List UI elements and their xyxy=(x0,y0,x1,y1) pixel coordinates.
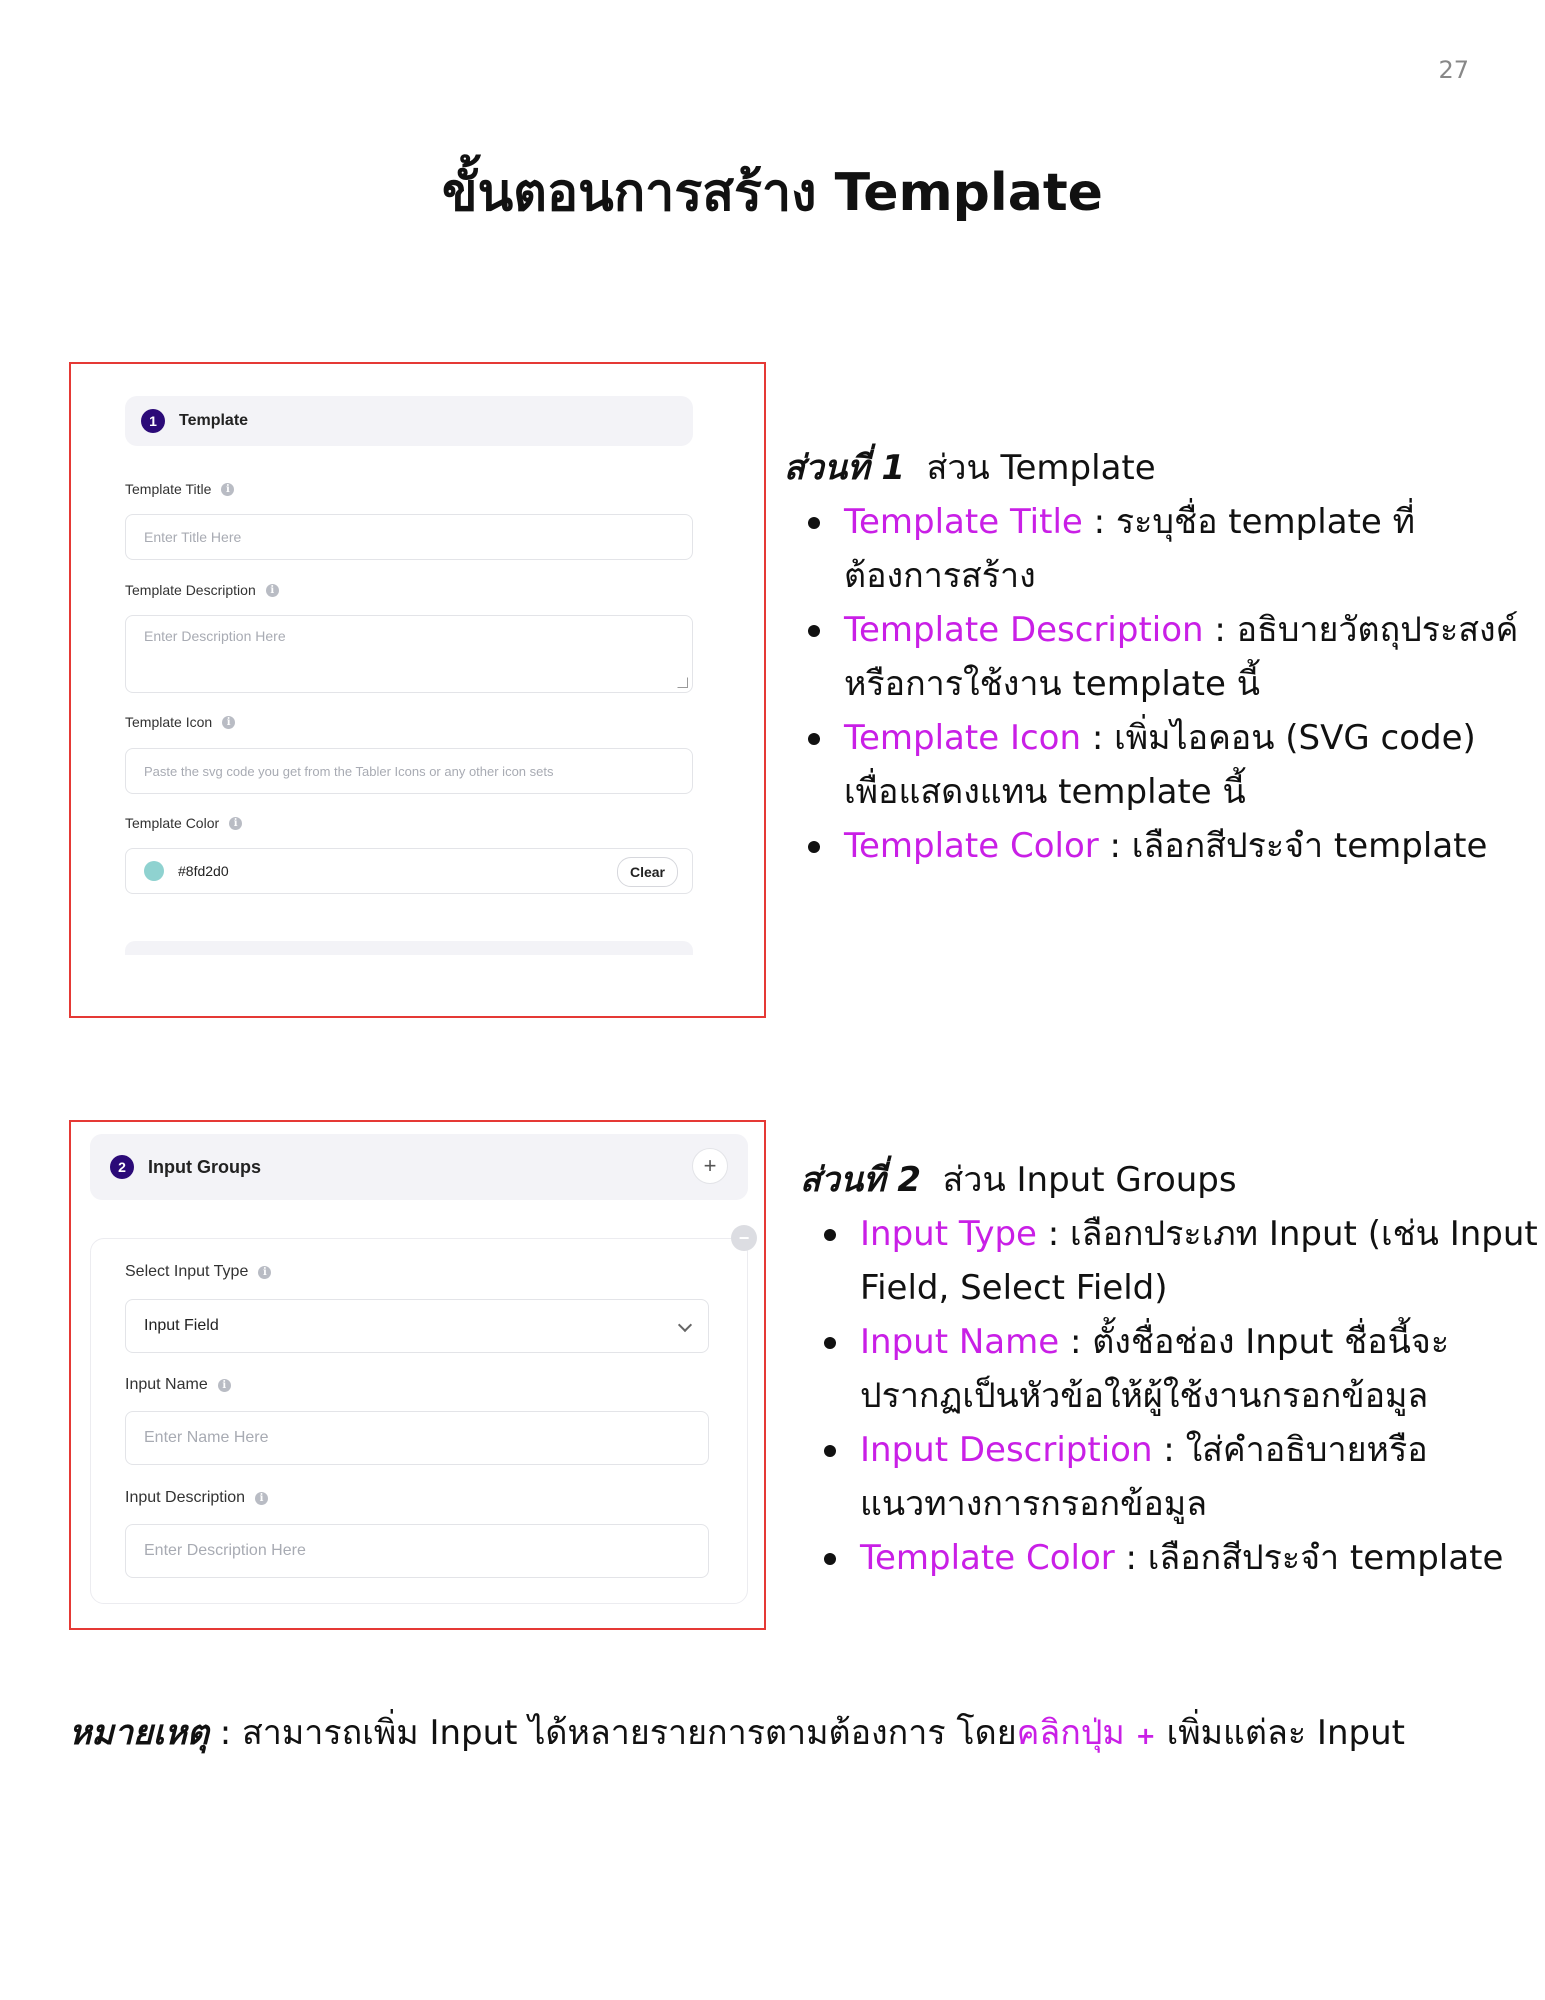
field-label-text: Template Title xyxy=(125,481,212,497)
clear-button[interactable]: Clear xyxy=(617,857,678,887)
term-description: : เลือกประเภท Input (เช่น Input Field, Select Field) xyxy=(860,1214,1538,1308)
color-swatch[interactable] xyxy=(144,861,164,881)
info-icon[interactable]: i xyxy=(229,817,242,830)
term-description: : เลือกสีประจำ template xyxy=(1114,1538,1504,1578)
chevron-down-icon xyxy=(678,1318,692,1332)
bullet-list xyxy=(800,1207,1540,1585)
template-icon-input[interactable] xyxy=(125,748,693,794)
term: Template Description xyxy=(844,610,1204,650)
input-type-select[interactable] xyxy=(125,1299,709,1353)
template-title-input[interactable] xyxy=(125,514,693,560)
info-icon[interactable]: i xyxy=(258,1266,271,1279)
term-description: : อธิบายวัตถุประสงค์หรือการใช้งาน template นี้ xyxy=(844,610,1519,704)
field-label-text: Template Icon xyxy=(125,714,213,730)
template-description-label xyxy=(125,582,279,598)
input-placeholder: Enter Description Here xyxy=(144,628,286,644)
page-number: 27 xyxy=(1438,56,1469,84)
section-heading: Template xyxy=(179,412,249,429)
part-heading xyxy=(784,441,1524,495)
part-label: ส่วนที่ 2 xyxy=(800,1160,921,1200)
info-icon[interactable]: i xyxy=(255,1492,268,1505)
info-icon[interactable]: i xyxy=(266,584,279,597)
plus-icon: + xyxy=(1135,1722,1156,1750)
info-icon[interactable]: i xyxy=(221,483,234,496)
info-icon[interactable]: i xyxy=(218,1379,231,1392)
template-color-label xyxy=(125,815,242,831)
list-item xyxy=(784,711,1524,819)
resize-handle-icon[interactable] xyxy=(677,677,688,688)
field-label-text: Select Input Type xyxy=(125,1263,249,1280)
section-heading: Input Groups xyxy=(148,1156,261,1177)
list-item xyxy=(800,1207,1540,1315)
template-icon-label xyxy=(125,714,235,730)
term: Template Color xyxy=(860,1538,1115,1578)
input-placeholder: Enter Description Here xyxy=(144,1542,306,1559)
list-item xyxy=(784,495,1524,603)
note-highlight: คลิกปุ่ม xyxy=(1016,1713,1125,1753)
step-badge: 1 xyxy=(141,409,165,433)
input-name-field[interactable] xyxy=(125,1411,709,1465)
select-input-type-label xyxy=(125,1263,271,1281)
input-group-card xyxy=(90,1238,748,1604)
select-value: Input Field xyxy=(144,1317,219,1334)
template-section-header[interactable] xyxy=(125,396,693,446)
field-label-text: Input Description xyxy=(125,1489,246,1506)
part-heading xyxy=(800,1153,1540,1207)
page-title: ขั้นตอนการสร้าง Template xyxy=(442,163,1103,223)
list-item xyxy=(800,1315,1540,1423)
input-placeholder: Paste the svg code you get from the Tabler Icons or any other icon sets xyxy=(144,763,554,779)
color-value: #8fd2d0 xyxy=(178,863,229,879)
term: Template Title xyxy=(844,502,1083,542)
field-label-text: Template Color xyxy=(125,815,220,831)
note-label: หมายเหตุ xyxy=(69,1713,209,1753)
list-item xyxy=(784,819,1524,873)
add-input-button[interactable]: + xyxy=(692,1148,728,1184)
term-description: : ใส่คำอธิบายหรือแนวทางการกรอกข้อมูล xyxy=(860,1430,1428,1524)
template-description-textarea[interactable] xyxy=(125,615,693,693)
term-description: : ตั้งชื่อช่อง Input ชื่อนี้จะปรากฏเป็นหัวข้อให้ผู้ใช้งานกรอกข้อมูล xyxy=(860,1322,1450,1416)
bullet-list xyxy=(784,495,1524,873)
input-groups-section-header[interactable] xyxy=(90,1134,748,1200)
remove-input-button[interactable]: − xyxy=(731,1225,757,1251)
note-text-after: เพิ่มแต่ละ Input xyxy=(1155,1713,1405,1753)
term: Template Icon xyxy=(844,718,1082,758)
term-description: : เพิ่มไอคอน (SVG code) เพื่อแสดงแทน template นี้ xyxy=(844,718,1476,812)
note xyxy=(69,1706,1509,1763)
section1-explanation xyxy=(784,441,1524,873)
term-description: : ระบุชื่อ template ที่ต้องการสร้าง xyxy=(844,502,1416,596)
step-badge: 2 xyxy=(110,1155,134,1179)
part-label: ส่วนที่ 1 xyxy=(784,448,905,488)
term: Input Type xyxy=(860,1214,1037,1254)
section2-explanation xyxy=(800,1153,1540,1585)
list-item xyxy=(784,603,1524,711)
note-text: : สามารถเพิ่ม Input ได้หลายรายการตามต้องการ โดย xyxy=(208,1713,1017,1753)
input-placeholder: Enter Name Here xyxy=(144,1429,269,1446)
input-placeholder: Enter Title Here xyxy=(144,529,242,545)
next-section-header-partial xyxy=(125,941,693,955)
part-title: ส่วน Template xyxy=(926,448,1156,488)
template-title-label xyxy=(125,481,234,497)
part-title: ส่วน Input Groups xyxy=(942,1160,1237,1200)
field-label-text: Template Description xyxy=(125,582,256,598)
term: Template Color xyxy=(844,826,1099,866)
input-name-label xyxy=(125,1376,231,1394)
list-item xyxy=(800,1531,1540,1585)
term-description: : เลือกสีประจำ template xyxy=(1098,826,1488,866)
input-groups-form-screenshot xyxy=(69,1120,766,1630)
input-description-label xyxy=(125,1489,268,1507)
list-item xyxy=(800,1423,1540,1531)
term: Input Name xyxy=(860,1322,1060,1362)
template-form-screenshot xyxy=(69,362,766,1018)
term: Input Description xyxy=(860,1430,1153,1470)
field-label-text: Input Name xyxy=(125,1376,208,1393)
template-color-picker[interactable] xyxy=(125,848,693,894)
info-icon[interactable]: i xyxy=(222,716,235,729)
input-description-field[interactable] xyxy=(125,1524,709,1578)
